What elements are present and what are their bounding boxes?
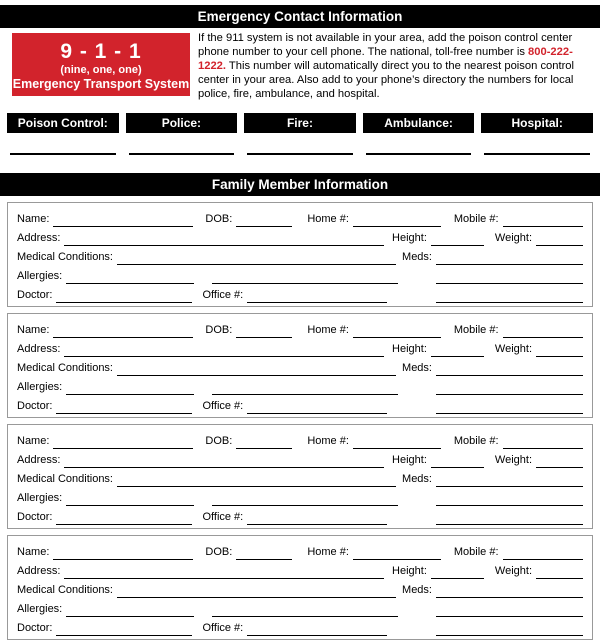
contact-col-ambulance xyxy=(363,113,475,155)
name-field-line[interactable] xyxy=(53,214,193,227)
height-field-line[interactable] xyxy=(431,344,484,357)
contact-col-police xyxy=(126,113,238,155)
dob-label: DOB: xyxy=(205,546,233,558)
family-section-title: Family Member Information xyxy=(0,173,600,196)
mobile-phone-field-line[interactable] xyxy=(503,214,583,227)
allergies-extra-line[interactable] xyxy=(212,604,398,617)
member-row-4 xyxy=(17,598,583,617)
medical-conditions-field-line[interactable] xyxy=(117,252,396,265)
doctor-label: Doctor: xyxy=(17,622,53,634)
member-row-5 xyxy=(17,506,583,525)
weight-field-line[interactable] xyxy=(536,344,583,357)
family-member-block xyxy=(7,424,593,529)
dob-field-line[interactable] xyxy=(236,547,292,560)
medical-conditions-field-line[interactable] xyxy=(117,363,396,376)
address-field-line[interactable] xyxy=(64,344,384,357)
meds-label: Meds: xyxy=(402,362,432,374)
allergies-field-line[interactable] xyxy=(66,382,194,395)
ambulance-label: Ambulance: xyxy=(363,113,475,133)
mobile-phone-field-line[interactable] xyxy=(503,547,583,560)
mobile-phone-label: Mobile #: xyxy=(453,324,499,336)
info-text-before: If the 911 system is not available in your area, add the poison control center phone number to your cell phone. The national, toll-free number is xyxy=(198,32,573,58)
height-label: Height: xyxy=(392,565,427,577)
medical-conditions-label: Medical Conditions: xyxy=(17,251,113,263)
hospital-number-line[interactable] xyxy=(484,133,590,155)
name-label: Name: xyxy=(17,435,50,447)
police-number-line[interactable] xyxy=(129,133,235,155)
meds-label: Meds: xyxy=(402,584,432,596)
weight-field-line[interactable] xyxy=(536,233,583,246)
meds-field-line[interactable] xyxy=(436,585,583,598)
weight-field-line[interactable] xyxy=(536,566,583,579)
dob-label: DOB: xyxy=(205,324,233,336)
member-row-5 xyxy=(17,284,583,303)
height-label: Height: xyxy=(392,343,427,355)
name-field-line[interactable] xyxy=(53,436,193,449)
family-members-list xyxy=(0,202,600,640)
meds-extra-line-1[interactable] xyxy=(436,271,583,284)
member-row-2 xyxy=(17,227,583,246)
home-phone-label: Home #: xyxy=(307,213,349,225)
911-number: 9 - 1 - 1 xyxy=(60,40,142,63)
member-row-2 xyxy=(17,560,583,579)
weight-label: Weight: xyxy=(494,454,532,466)
medical-conditions-label: Medical Conditions: xyxy=(17,362,113,374)
meds-extra-line-2[interactable] xyxy=(436,623,583,636)
home-phone-label: Home #: xyxy=(307,435,349,447)
doctor-field-line[interactable] xyxy=(56,623,192,636)
page-title: Emergency Contact Information xyxy=(0,5,600,28)
dob-label: DOB: xyxy=(205,435,233,447)
allergies-label: Allergies: xyxy=(17,492,63,504)
office-phone-field-line[interactable] xyxy=(247,290,387,303)
height-field-line[interactable] xyxy=(431,455,484,468)
meds-extra-line-2[interactable] xyxy=(436,512,583,525)
address-field-line[interactable] xyxy=(64,455,384,468)
meds-extra-line-1[interactable] xyxy=(436,382,583,395)
fire-number-line[interactable] xyxy=(247,133,353,155)
home-phone-field-line[interactable] xyxy=(353,436,441,449)
family-member-block xyxy=(7,313,593,418)
mobile-phone-label: Mobile #: xyxy=(453,546,499,558)
hospital-label: Hospital: xyxy=(481,113,593,133)
home-phone-label: Home #: xyxy=(307,324,349,336)
member-row-3 xyxy=(17,468,583,487)
office-phone-label: Office #: xyxy=(202,289,244,301)
mobile-phone-label: Mobile #: xyxy=(453,435,499,447)
ambulance-number-line[interactable] xyxy=(366,133,472,155)
address-field-line[interactable] xyxy=(64,566,384,579)
name-label: Name: xyxy=(17,324,50,336)
home-phone-label: Home #: xyxy=(307,546,349,558)
doctor-field-line[interactable] xyxy=(56,512,192,525)
dob-label: DOB: xyxy=(205,213,233,225)
allergies-label: Allergies: xyxy=(17,270,63,282)
member-row-2 xyxy=(17,449,583,468)
meds-label: Meds: xyxy=(402,251,432,263)
poison-control-phone-number: 800-222-1222. xyxy=(198,46,573,72)
911-system-label: Emergency Transport System xyxy=(12,77,190,91)
mobile-phone-label: Mobile #: xyxy=(453,213,499,225)
poison-control-label: Poison Control: xyxy=(7,113,119,133)
dob-field-line[interactable] xyxy=(236,214,292,227)
office-phone-label: Office #: xyxy=(202,511,244,523)
dob-field-line[interactable] xyxy=(236,436,292,449)
meds-extra-line-2[interactable] xyxy=(436,401,583,414)
contact-col-hospital xyxy=(481,113,593,155)
weight-label: Weight: xyxy=(494,343,532,355)
address-label: Address: xyxy=(17,565,61,577)
member-row-1 xyxy=(17,541,583,560)
member-row-1 xyxy=(17,319,583,338)
address-field-line[interactable] xyxy=(64,233,384,246)
doctor-label: Doctor: xyxy=(17,400,53,412)
doctor-label: Doctor: xyxy=(17,289,53,301)
mobile-phone-field-line[interactable] xyxy=(503,325,583,338)
meds-label: Meds: xyxy=(402,473,432,485)
name-label: Name: xyxy=(17,546,50,558)
intro-section xyxy=(0,33,600,101)
allergies-extra-line[interactable] xyxy=(212,271,398,284)
911-badge xyxy=(12,33,190,96)
allergies-field-line[interactable] xyxy=(66,271,194,284)
member-row-5 xyxy=(17,395,583,414)
doctor-label: Doctor: xyxy=(17,511,53,523)
meds-extra-line-1[interactable] xyxy=(436,493,583,506)
name-field-line[interactable] xyxy=(53,547,193,560)
member-row-1 xyxy=(17,208,583,227)
height-field-line[interactable] xyxy=(431,566,484,579)
contact-col-fire xyxy=(244,113,356,155)
weight-label: Weight: xyxy=(494,232,532,244)
fire-label: Fire: xyxy=(244,113,356,133)
home-phone-field-line[interactable] xyxy=(353,325,441,338)
meds-extra-line-2[interactable] xyxy=(436,290,583,303)
contact-col-poison-control xyxy=(7,113,119,155)
office-phone-field-line[interactable] xyxy=(247,512,387,525)
meds-field-line[interactable] xyxy=(436,474,583,487)
meds-field-line[interactable] xyxy=(436,363,583,376)
address-label: Address: xyxy=(17,454,61,466)
meds-extra-line-1[interactable] xyxy=(436,604,583,617)
height-field-line[interactable] xyxy=(431,233,484,246)
member-row-3 xyxy=(17,246,583,265)
weight-field-line[interactable] xyxy=(536,455,583,468)
address-label: Address: xyxy=(17,232,61,244)
doctor-field-line[interactable] xyxy=(56,290,192,303)
member-row-1 xyxy=(17,430,583,449)
family-member-block xyxy=(7,202,593,307)
dob-field-line[interactable] xyxy=(236,325,292,338)
allergies-extra-line[interactable] xyxy=(212,493,398,506)
family-member-block xyxy=(7,535,593,640)
allergies-extra-line[interactable] xyxy=(212,382,398,395)
height-label: Height: xyxy=(392,454,427,466)
home-phone-field-line[interactable] xyxy=(353,214,441,227)
doctor-field-line[interactable] xyxy=(56,401,192,414)
medical-conditions-label: Medical Conditions: xyxy=(17,584,113,596)
office-phone-field-line[interactable] xyxy=(247,401,387,414)
member-row-4 xyxy=(17,265,583,284)
name-field-line[interactable] xyxy=(53,325,193,338)
member-row-3 xyxy=(17,357,583,376)
name-label: Name: xyxy=(17,213,50,225)
member-row-2 xyxy=(17,338,583,357)
office-phone-label: Office #: xyxy=(202,622,244,634)
info-text-after: This number will automatically direct you to the nearest poison control center in your area. Also add to your phone’s directory the numbers for local police, fire, ambulance, and hospital. xyxy=(198,60,575,100)
member-row-5 xyxy=(17,617,583,636)
member-row-4 xyxy=(17,376,583,395)
height-label: Height: xyxy=(392,232,427,244)
poison-control-info xyxy=(198,31,590,101)
office-phone-field-line[interactable] xyxy=(247,623,387,636)
allergies-field-line[interactable] xyxy=(66,493,194,506)
office-phone-label: Office #: xyxy=(202,400,244,412)
home-phone-field-line[interactable] xyxy=(353,547,441,560)
medical-conditions-field-line[interactable] xyxy=(117,474,396,487)
emergency-contacts-row xyxy=(7,113,593,155)
allergies-field-line[interactable] xyxy=(66,604,194,617)
police-label: Police: xyxy=(126,113,238,133)
allergies-label: Allergies: xyxy=(17,381,63,393)
meds-field-line[interactable] xyxy=(436,252,583,265)
allergies-label: Allergies: xyxy=(17,603,63,615)
member-row-4 xyxy=(17,487,583,506)
poison-control-number-line[interactable] xyxy=(10,133,116,155)
member-row-3 xyxy=(17,579,583,598)
address-label: Address: xyxy=(17,343,61,355)
weight-label: Weight: xyxy=(494,565,532,577)
medical-conditions-label: Medical Conditions: xyxy=(17,473,113,485)
mobile-phone-field-line[interactable] xyxy=(503,436,583,449)
medical-conditions-field-line[interactable] xyxy=(117,585,396,598)
911-words: (nine, one, one) xyxy=(60,64,142,76)
